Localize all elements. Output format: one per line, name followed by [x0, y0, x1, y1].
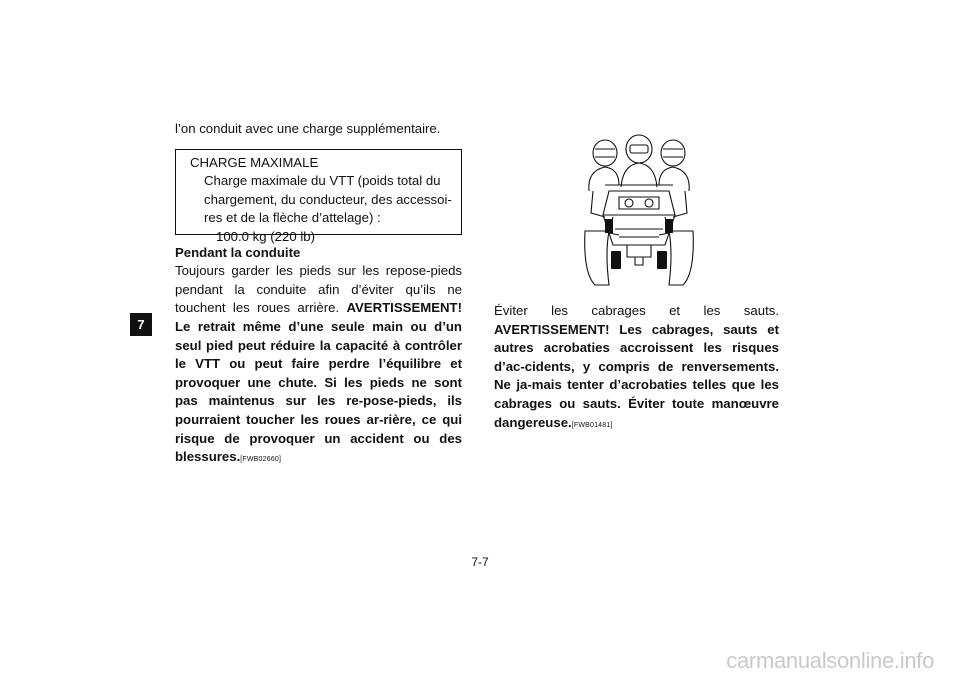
max-load-value: 100.0 kg (220 lb) — [216, 228, 315, 244]
max-load-description: Charge maximale du VTT (poids total du chargement, du conducteur, des accessoi-res et de la flèche d’attelage) : — [204, 173, 452, 226]
page-number: 7-7 — [471, 555, 489, 569]
section-heading: Pendant la conduite — [175, 244, 301, 260]
left-column — [175, 120, 462, 470]
jumping-warning: AVERTISSEMENT! Les cabrages, sauts et autres acrobaties accroissent les risques d’ac-cidents, y compris de renversements. Ne ja-mais tenter d’acrobaties telles que les cabrages ou sauts. Éviter toute manœuvre dangereuse. — [494, 321, 779, 430]
intro-text: l’on conduit avec une charge supplémentaire. — [175, 121, 441, 136]
riding-text: Toujours garder les pieds sur les repose-pieds pendant la conduite afin d’éviter qu’ils ne touchent les roues arrière. — [175, 263, 462, 316]
max-load-title: CHARGE MAXIMALE — [190, 154, 319, 170]
jumping-paragraph — [494, 302, 779, 435]
chapter-tab: 7 — [130, 313, 152, 336]
max-load-box — [175, 149, 462, 244]
jumping-text: Éviter les cabrages et les sauts. — [494, 303, 779, 318]
right-column — [494, 302, 779, 435]
warning-code: [FWB01481] — [571, 421, 613, 429]
riding-paragraph — [175, 262, 462, 470]
atv-riders-illustration — [575, 133, 703, 289]
warning-code: [FWB02660] — [240, 456, 282, 464]
watermark: carmanualsonline.info — [726, 648, 934, 673]
riding-warning: AVERTISSEMENT! Le retrait même d’une seule main ou d’un seul pied peut réduire la capacité à contrôler le VTT ou peut faire perdre l’équilibre et provoquer une chute. Si les pieds ne sont pas maintenus sur les re-pose-pieds, ils pourraient toucher les roues ar-rière, ce qui risque de provoquer un accident ou des blessures. — [175, 300, 462, 465]
